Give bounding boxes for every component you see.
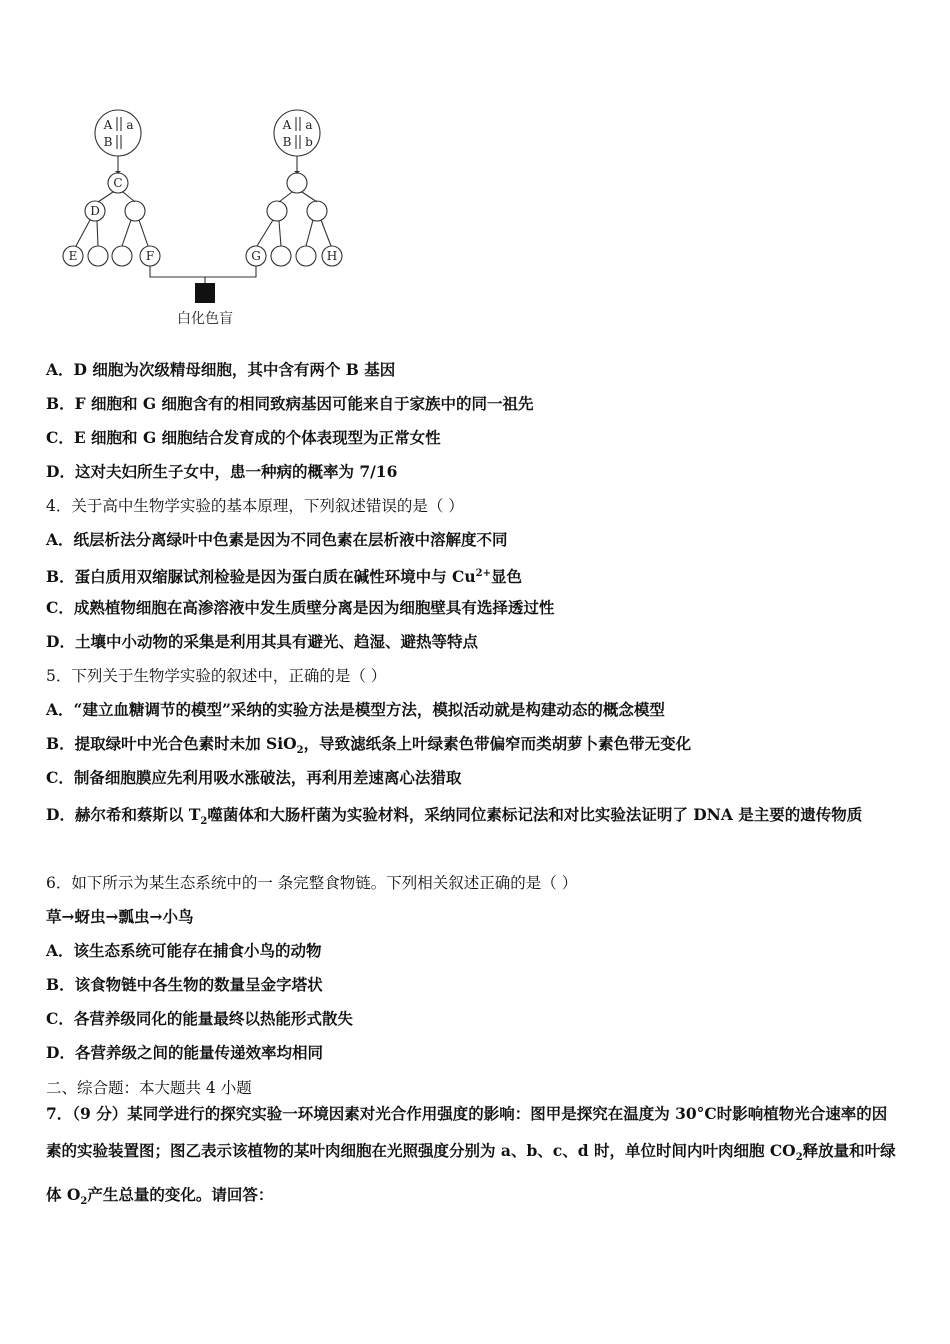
node-h-label: H	[326, 249, 338, 263]
q5-option-d	[46, 796, 898, 840]
q5-d-sub: 2	[200, 816, 208, 828]
section-two-heading: 二、综合题：本大题共 4 小题	[46, 1079, 252, 1097]
q6-option-b: B．该食物链中各生物的数量呈金字塔状	[46, 975, 323, 994]
q6-option-c: C．各营养级同化的能量最终以热能形式散失	[46, 1009, 353, 1028]
q4-stem: 4．关于高中生物学实验的基本原理，下列叙述错误的是（ ）	[46, 497, 464, 515]
q3-option-d: D．这对夫妇所生子女中，患一种病的概率为 7/16	[46, 462, 398, 481]
top-left-cell	[95, 110, 141, 156]
q4-option-a: A．纸层析法分离绿叶中色素是因为不同色素在层析液中溶解度不同	[46, 530, 508, 549]
q6-option-a: A．该生态系统可能存在捕食小鸟的动物	[46, 941, 322, 960]
q3-option-a: A．D 细胞为次级精母细胞，其中含有两个 B 基因	[46, 360, 396, 379]
top-right-cell	[274, 110, 320, 156]
node-gamete-7	[296, 246, 316, 266]
node-c-label: C	[113, 176, 123, 190]
q3-option-b: B．F 细胞和 G 细胞含有的相同致病基因可能来自于家族中的同一祖先	[46, 394, 534, 413]
q3-option-c: C．E 细胞和 G 细胞结合发育成的个体表现型为正常女性	[46, 428, 441, 447]
top-left-label-r1: a	[126, 118, 134, 132]
q6-stem: 6．如下所示为某生态系统中的一 条完整食物链。下列相关叙述正确的是（ ）	[46, 874, 578, 892]
q4-option-d: D．土壤中小动物的采集是利用其具有避光、趋湿、避热等特点	[46, 632, 478, 651]
q7-stem	[46, 1095, 898, 1220]
q7-text-1: 7．（9 分）某同学进行的探究实验一环境因素对光合作用强度的影响：图甲是探究在温度为 30°C时影响植物光合速率的因素的实验装置图；图乙表示该植物的某叶肉细胞在光照强度分别为 a、b、c、d 时，单位时间内叶肉细胞 CO	[46, 1104, 888, 1160]
q5-option-a: A．“建立血糖调节的模型”采纳的实验方法是模型方法，模拟活动就是构建动态的概念模型	[46, 700, 665, 719]
q7-sub-2: 2	[80, 1196, 88, 1208]
q4-b-sup: 2+	[475, 568, 491, 579]
q5-b-tail: ，导致滤纸条上叶绿素色带偏窄而类胡萝卜素色带无变化	[303, 734, 692, 753]
top-right-label-r1: a	[305, 118, 313, 132]
q4-option-c: C．成熟植物细胞在高渗溶液中发生质壁分离是因为细胞壁具有选择透过性	[46, 598, 555, 617]
node-f-label: F	[145, 249, 155, 263]
q5-stem: 5．下列关于生物学实验的叙述中，正确的是（ ）	[46, 667, 387, 685]
top-left-label-l2: B	[103, 135, 113, 149]
q4-b-tail: 显色	[490, 567, 522, 587]
q4-option-b	[46, 563, 522, 588]
q7-sub-1: 2	[795, 1152, 803, 1164]
node-gamete-6	[271, 246, 291, 266]
node-gamete-3	[112, 246, 132, 266]
top-right-label-r2: b	[305, 135, 313, 149]
top-right-label-l1: A	[282, 118, 292, 132]
q5-d-text: D．赫尔希和蔡斯以 T	[46, 805, 201, 824]
q6-food-chain: 草→蚜虫→瓢虫→小鸟	[46, 907, 194, 926]
top-right-label-l2: B	[282, 135, 292, 149]
pedigree-diagram	[55, 105, 355, 335]
q7-text-3: 产生总量的变化。请回答：	[87, 1185, 274, 1205]
q6-option-d: D．各营养级之间的能量传递效率均相同	[46, 1043, 323, 1062]
node-left-l3b	[125, 201, 145, 221]
q7-text-2: 释放量和叶绿体 O	[46, 1141, 896, 1205]
node-e-label: E	[68, 249, 78, 263]
q5-d-tail: 噬菌体和大肠杆菌为实验材料，采纳同位素标记法和对比实验法证明了 DNA 是主要的遗传物质	[207, 805, 863, 824]
node-right-l2	[287, 173, 307, 193]
q5-option-c: C．制备细胞膜应先利用吸水涨破法，再利用差速离心法猎取	[46, 768, 462, 787]
node-right-l3b	[307, 201, 327, 221]
affected-child-square	[195, 283, 215, 303]
node-gamete-2	[88, 246, 108, 266]
node-g-label: G	[251, 249, 261, 263]
q5-b-text: B．提取绿叶中光合色素时未加 SiO	[46, 734, 297, 753]
node-d-label: D	[90, 204, 100, 218]
child-label: 白化色盲	[177, 311, 233, 327]
q5-option-b	[46, 733, 691, 762]
q5-b-sub: 2	[296, 745, 304, 757]
top-left-label-l1: A	[103, 118, 113, 132]
q4-b-text: B．蛋白质用双缩脲试剂检验是因为蛋白质在碱性环境中与 Cu	[46, 567, 476, 587]
node-right-l3a	[267, 201, 287, 221]
